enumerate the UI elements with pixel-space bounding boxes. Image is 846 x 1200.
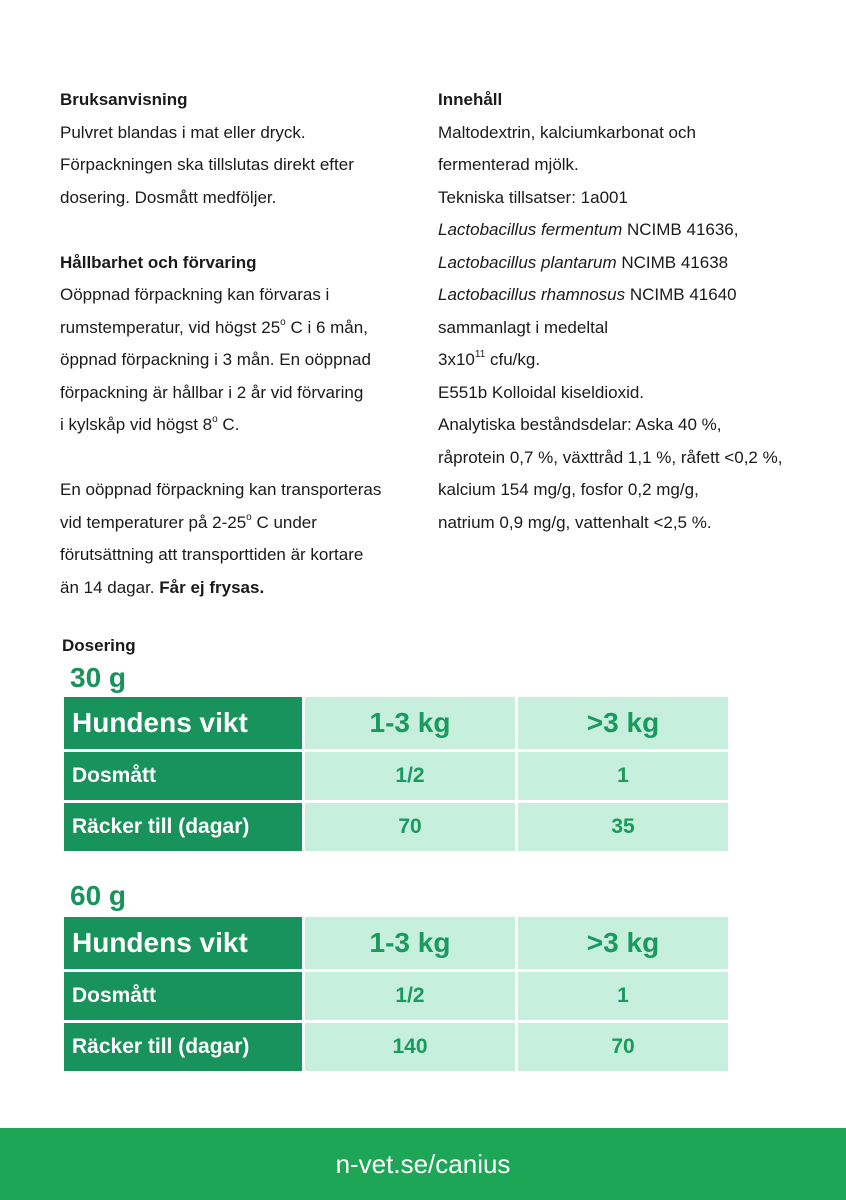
contents-line: fermenterad mjölk.: [438, 155, 579, 174]
contents-line: Lactobacillus rhamnosus NCIMB 41640: [438, 285, 737, 304]
table-cell: 1: [518, 972, 728, 1020]
header-cell: Hundens vikt: [64, 697, 302, 749]
table-cell: 70: [305, 803, 515, 851]
table-header-row: [64, 917, 728, 969]
storage-line: i kylskåp vid högst 8$^o$ C.: [60, 414, 240, 434]
storage-line: öppnad förpackning i 3 mån. En oöppnad: [60, 350, 371, 369]
header-cell: >3 kg: [518, 917, 728, 969]
table-cell: 1/2: [305, 752, 515, 800]
table-cell: 140: [305, 1023, 515, 1071]
dosing-table-60g: [61, 914, 731, 1074]
contents-line: råprotein 0,7 %, växttråd 1,1 %, råfett <0,2 %,: [438, 447, 783, 467]
contents-line: Maltodextrin, kalciumkarbonat och: [438, 122, 696, 142]
contents-line: $3x10^{11}$ cfu/kg.: [438, 349, 541, 369]
usage-line: dosering. Dosmått medföljer.: [60, 187, 277, 207]
table-cell: 1/2: [305, 972, 515, 1020]
transport-line: vid temperaturer på 2-25$^o$ C under: [60, 511, 317, 532]
contents-line: Lactobacillus fermentum NCIMB 41636,: [438, 220, 739, 239]
freeze-warning: Får ej frysas.: [159, 577, 265, 597]
row-label: Dosmått: [64, 752, 302, 800]
usage-line: Förpackningen ska tillslutas direkt efter: [60, 155, 354, 174]
footer-bar: [0, 1128, 846, 1200]
table-cell: 35: [518, 803, 728, 851]
row-label: Räcker till (dagar): [64, 803, 302, 851]
right-column: [438, 84, 808, 539]
table-row: [64, 1023, 728, 1071]
storage-line: Oöppnad förpackning kan förvaras i: [60, 285, 330, 304]
table-header-row: [64, 697, 728, 749]
contents-line: Lactobacillus plantarum NCIMB 41638: [438, 252, 729, 272]
dosing-table-30g: [61, 694, 731, 854]
storage-heading: Hållbarhet och förvaring: [60, 252, 257, 272]
contents-line: sammanlagt i medeltal: [438, 317, 609, 337]
row-label: Räcker till (dagar): [64, 1023, 302, 1071]
contents-line: kalcium 154 mg/g, fosfor 0,2 mg/g,: [438, 480, 699, 499]
usage-heading: Bruksanvisning: [60, 90, 188, 109]
contents-line: natrium 0,9 mg/g, vattenhalt <2,5 %.: [438, 512, 712, 532]
transport-line: än 14 dagar. Får ej frysas.: [60, 577, 265, 597]
storage-line: rumstemperatur, vid högst 25$^o$ C i 6 mån,: [60, 316, 368, 337]
storage-line: förpackning är hållbar i 2 år vid förvaring: [60, 382, 364, 402]
header-cell: 1-3 kg: [305, 697, 515, 749]
header-cell: 1-3 kg: [305, 917, 515, 969]
left-column: [60, 84, 410, 604]
dosing-title: Dosering: [62, 636, 136, 655]
transport-line: En oöppnad förpackning kan transporteras: [60, 480, 382, 499]
header-cell: Hundens vikt: [64, 917, 302, 969]
table-cell: 70: [518, 1023, 728, 1071]
usage-line: Pulvret blandas i mat eller dryck.: [60, 122, 306, 142]
footer-url-link[interactable]: n-vet.se/canius: [335, 1148, 511, 1179]
table-cell: 1: [518, 752, 728, 800]
contents-line: Analytiska beståndsdelar: Aska 40 %,: [438, 415, 722, 434]
package-size-label: 30 g: [70, 662, 127, 693]
package-size-label: 60 g: [70, 880, 127, 911]
contents-line: Tekniska tillsatser: 1a001: [438, 187, 628, 207]
header-cell: >3 kg: [518, 697, 728, 749]
table-row: [64, 803, 728, 851]
table-row: [64, 752, 728, 800]
contents-line: E551b Kolloidal kiseldioxid.: [438, 382, 645, 402]
row-label: Dosmått: [64, 972, 302, 1020]
transport-line: förutsättning att transporttiden är kortare: [60, 545, 364, 564]
contents-heading: Innehåll: [438, 90, 503, 109]
table-row: [64, 972, 728, 1020]
